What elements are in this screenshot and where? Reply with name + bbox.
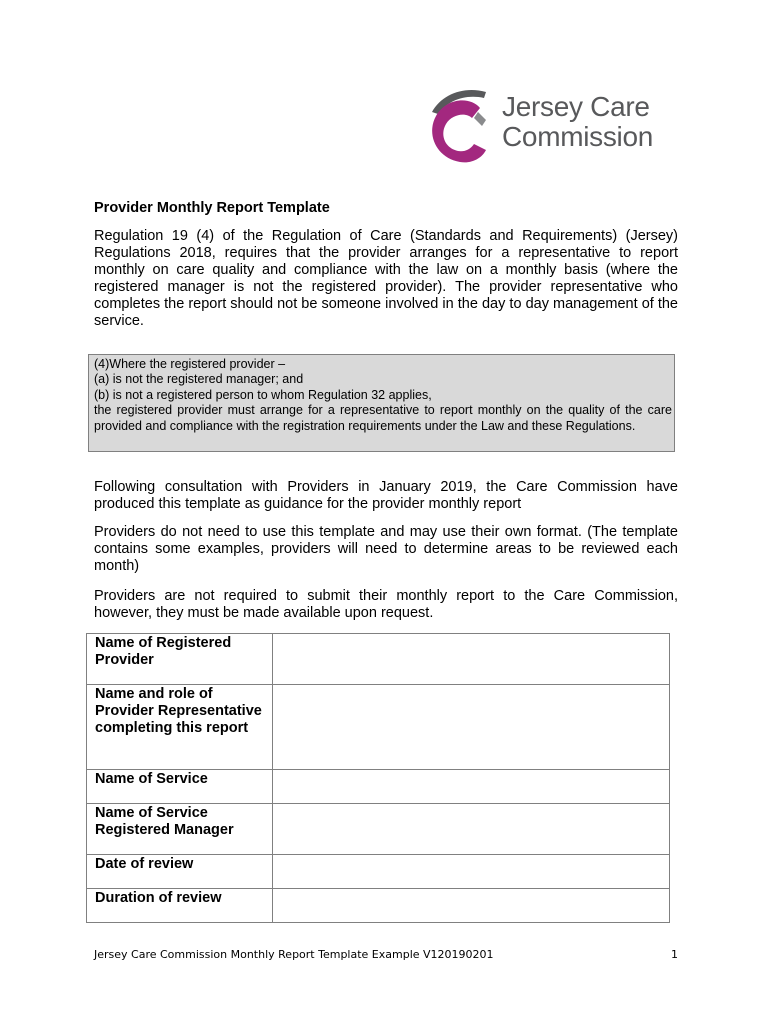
regulation-line-2: (a) is not the registered manager; and [94, 372, 304, 387]
row-label: Name and role of Provider Representative completing this report [87, 685, 273, 770]
logo-line-2: Commission [502, 121, 654, 152]
logo-line-1: Jersey Care [502, 91, 650, 122]
regulation-line-1: (4)Where the registered provider – [94, 357, 286, 371]
row-label: Name of Registered Provider [87, 634, 273, 685]
review-duration-field[interactable] [273, 889, 670, 923]
page-footer [94, 948, 678, 961]
table-row [87, 685, 670, 770]
regulation-box [88, 354, 675, 452]
provider-info-table [86, 633, 670, 923]
footer-text: Jersey Care Commission Monthly Report Template Example V120190201 [94, 948, 494, 961]
document-title: Provider Monthly Report Template [94, 200, 330, 216]
row-label: Duration of review [87, 889, 273, 923]
table-row [87, 770, 670, 804]
registered-provider-field[interactable] [273, 634, 670, 685]
table-row [87, 855, 670, 889]
logo-mark-icon [420, 86, 498, 166]
review-date-field[interactable] [273, 855, 670, 889]
row-label: Name of Service Registered Manager [87, 804, 273, 855]
provider-representative-field[interactable] [273, 685, 670, 770]
table-row [87, 804, 670, 855]
page-number: 1 [671, 948, 678, 961]
regulation-line-3: (b) is not a registered person to whom Regulation 32 applies, [94, 387, 432, 402]
regulation-line-4: the registered provider must arrange for a representative to report monthly on the quality of the care provided and compliance with the registration requirements under the Law and these Regulations. [94, 403, 672, 433]
service-name-field[interactable] [273, 770, 670, 804]
registered-manager-field[interactable] [273, 804, 670, 855]
row-label: Name of Service [87, 770, 273, 804]
consultation-paragraph: Following consultation with Providers in January 2019, the Care Commission have produced this template as guidance for the provider monthly report [94, 479, 678, 512]
table-row [87, 634, 670, 685]
row-label: Date of review [87, 855, 273, 889]
jersey-care-commission-logo [420, 86, 682, 166]
format-paragraph: Providers do not need to use this template and may use their own format. (The template contains some examples, providers will need to determine areas to be reviewed each month) [94, 524, 678, 574]
intro-paragraph: Regulation 19 (4) of the Regulation of Care (Standards and Requirements) (Jersey) Regulations 2018, requires that the provider arranges for a representative to report monthly on care quality and compliance with the law on a monthly basis (where the registered manager is not the registered provider). The provider representative who completes the report should not be someone involved in the day to day management of the service. [94, 228, 678, 329]
table-row [87, 889, 670, 923]
logo-wordmark [502, 92, 653, 152]
submission-paragraph: Providers are not required to submit their monthly report to the Care Commission, however, they must be made available upon request. [94, 588, 678, 621]
